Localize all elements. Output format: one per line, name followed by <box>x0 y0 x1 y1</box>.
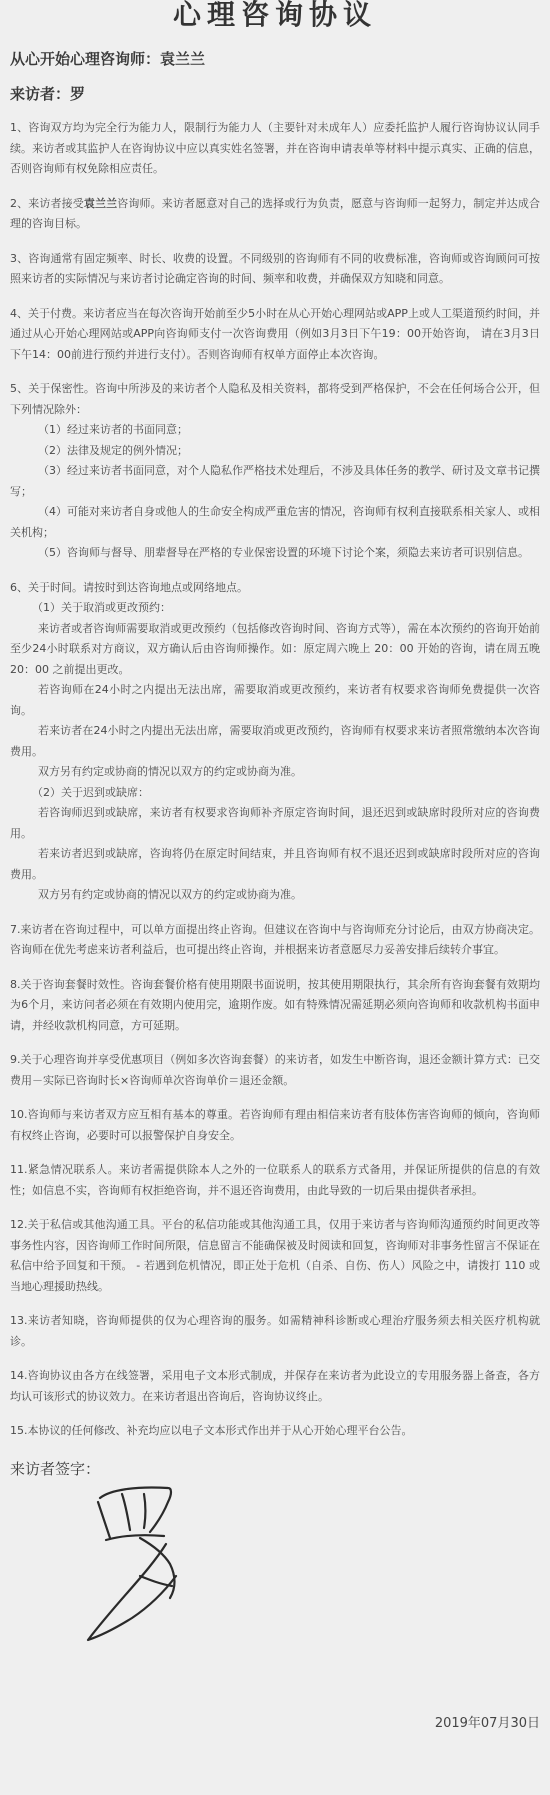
clause-6-1a: 来访者或者咨询师需要取消或更改预约（包括修改咨询时间、咨询方式等），需在本次预约的咨询开始前至少24小时联系对方商议，双方确认后由咨询师操作。如：原定周六晚上 20：00 开始的咨询，请在周五晚 20：00 之前提出更改。 <box>10 621 540 676</box>
counselor-label: 从心开始心理咨询师： <box>10 50 161 68</box>
clause-5-intro: 5、关于保密性。咨询中所涉及的来访者个人隐私及相关资料，都将受到严格保护，不会在任何场合公开，但下列情况除外： <box>10 382 540 416</box>
clause-8: 8.关于咨询套餐时效性。咨询套餐价格有使用期限书面说明，按其使用期限执行，其余所有咨询套餐有效期均为6个月，来访问者必须在有效期内使用完，逾期作废。如有特殊情况需延期必须向咨询师和收款机构书面申请，并经收款机构同意，方可延期。 <box>10 977 540 1032</box>
clause-5-item-3: （3）经过来访者书面同意，对个人隐私作严格技术处理后，不涉及具体任务的教学、研讨及文章书记撰写； <box>10 464 540 498</box>
clause-14: 14.咨询协议由各方在线签署，采用电子文本形式制成，并保存在来访者为此设立的专用服务器上备查，各方均认可该形式的协议效力。在来访者退出咨询后，咨询协议终止。 <box>10 1369 540 1403</box>
clause-15: 15.本协议的任何修改、补充均应以电子文本形式作出并于从心开始心理平台公告。 <box>10 1424 413 1437</box>
clause-6-2b: 若来访者迟到或缺席，咨询将仍在原定时间结束，并且咨询师有权不退还迟到或缺席时段所对应的咨询费用。 <box>10 847 540 881</box>
visitor-signature <box>80 1480 220 1655</box>
visitor-label: 来访者： <box>10 85 71 103</box>
clause-2 <box>10 194 540 235</box>
clause-6-1d: 双方另有约定或协商的情况以双方的约定或协商为准。 <box>38 765 302 778</box>
clause-2-pre: 2、来访者接受 <box>10 196 84 210</box>
clause-6-1c: 若来访者在24小时之内提出无法出席，需要取消或更改预约，咨询师有权要求来访者照常缴纳本次咨询费用。 <box>10 724 540 758</box>
clause-5 <box>10 379 540 564</box>
clause-4: 4、关于付费。来访者应当在每次咨询开始前至少5小时在从心开始心理网站或APP上或人工渠道预约时间，并通过从心开始心理网站或APP向咨询师支付一次咨询费用（例如3月3日下午19：00开始咨询， 请在3月3日下午14：00前进行预约并进行支付）。否则咨询师有权单方面停止本次咨询。 <box>10 306 540 361</box>
visitor-name: 罗 <box>70 85 86 103</box>
clause-6-1b: 若咨询师在24小时之内提出无法出席，需要取消或更改预约，来访者有权要求咨询师免费提供一次咨询。 <box>10 683 540 717</box>
counselor-line <box>10 48 540 69</box>
clause-6-sub-2: （2）关于迟到或缺席： <box>32 785 149 799</box>
clause-3: 3、咨询通常有固定频率、时长、收费的设置。不同级别的咨询师有不同的收费标准，咨询师或咨询顾问可按照来访者的实际情况与来访者讨论确定咨询的时间、频率和收费，并确保双方知晓和同意。 <box>10 251 540 285</box>
clause-12: 12.关于私信或其他沟通工具。平台的私信功能或其他沟通工具，仅用于来访者与咨询师沟通预约时间更改等事务性内容，因咨询师工作时间所限，信息留言不能确保被及时阅读和回复，咨询师对非事务性留言不保证在私信中给予回复和干预。 - 若遇到危机情况，即正处于危机（自杀、自伤、伤人）风险之中，请拨打 110 或当地心理援助热线。 <box>10 1218 540 1293</box>
page-title: 心理咨询协议 <box>172 0 377 30</box>
clause-5-item-2: （2）法律及规定的例外情况； <box>38 443 188 457</box>
clause-6 <box>10 578 540 906</box>
clause-6-intro: 6、关于时间。请按时到达咨询地点或网络地点。 <box>10 580 248 594</box>
clause-5-item-4: （4）可能对来访者自身或他人的生命安全构成严重危害的情况，咨询师有权利直接联系相关家人、或相关机构； <box>10 505 540 539</box>
handwritten-signature-icon <box>80 1480 220 1655</box>
clause-7: 7.来访者在咨询过程中，可以单方面提出终止咨询。但建议在咨询中与咨询师充分讨论后，由双方协商决定。咨询师在优先考虑来访者利益后，也可提出终止咨询，并根据来访者意愿尽力妥善安排后续转介事宜。 <box>10 922 540 956</box>
clause-5-item-1: （1）经过来访者的书面同意； <box>38 423 188 436</box>
clause-9: 9.关于心理咨询并享受优惠项目（例如多次咨询套餐）的来访者，如发生中断咨询，退还金额计算方式：已交费用－实际已咨询时长×咨询师单次咨询单价＝退还金额。 <box>10 1053 540 1087</box>
clause-2-post: 咨询师。来访者愿意对自己的选择或行为负责，愿意与咨询师一起努力，制定并达成合理的咨询目标。 <box>10 196 541 230</box>
clause-1: 1、咨询双方均为完全行为能力人，限制行为能力人（主要针对未成年人）应委托监护人履行咨询协议认同手续。来访者或其监护人在咨询协议中应以真实姓名签署，并在咨询申请表单等材料中提示真实、正确的信息，否则咨询师有权免除相应责任。 <box>10 121 540 175</box>
signature-label: 来访者签字： <box>10 1459 101 1478</box>
clause-5-item-5: （5）咨询师与督导、朋辈督导在严格的专业保密设置的环境下讨论个案，须隐去来访者可识别信息。 <box>38 546 529 559</box>
clause-6-2a: 若咨询师迟到或缺席，来访者有权要求咨询师补齐原定咨询时间，退还迟到或缺席时段所对应的咨询费用。 <box>10 806 540 840</box>
clause-6-2c: 双方另有约定或协商的情况以双方的约定或协商为准。 <box>38 888 302 901</box>
signing-date: 2019年07月30日 <box>434 1716 540 1731</box>
clause-10: 10.咨询师与来访者双方应互相有基本的尊重。若咨询师有理由相信来访者有肢体伤害咨询师的倾向，咨询师有权终止咨询，必要时可以报警保护自身安全。 <box>10 1108 540 1142</box>
clause-13: 13.来访者知晓，咨询师提供的仅为心理咨询的服务。如需精神科诊断或心理治疗服务须去相关医疗机构就诊。 <box>10 1314 540 1348</box>
clause-6-sub-1: （1）关于取消或更改预约： <box>32 601 171 614</box>
clause-11: 11.紧急情况联系人。来访者需提供除本人之外的一位联系人的联系方式备用，并保证所提供的信息的有效性；如信息不实，咨询师有权拒绝咨询，并不退还咨询费用，由此导致的一切后果由提供者承担。 <box>10 1163 540 1197</box>
counselor-name: 袁兰兰 <box>160 50 206 68</box>
clause-2-counselor-name: 袁兰兰 <box>83 196 118 210</box>
visitor-line <box>10 83 540 104</box>
